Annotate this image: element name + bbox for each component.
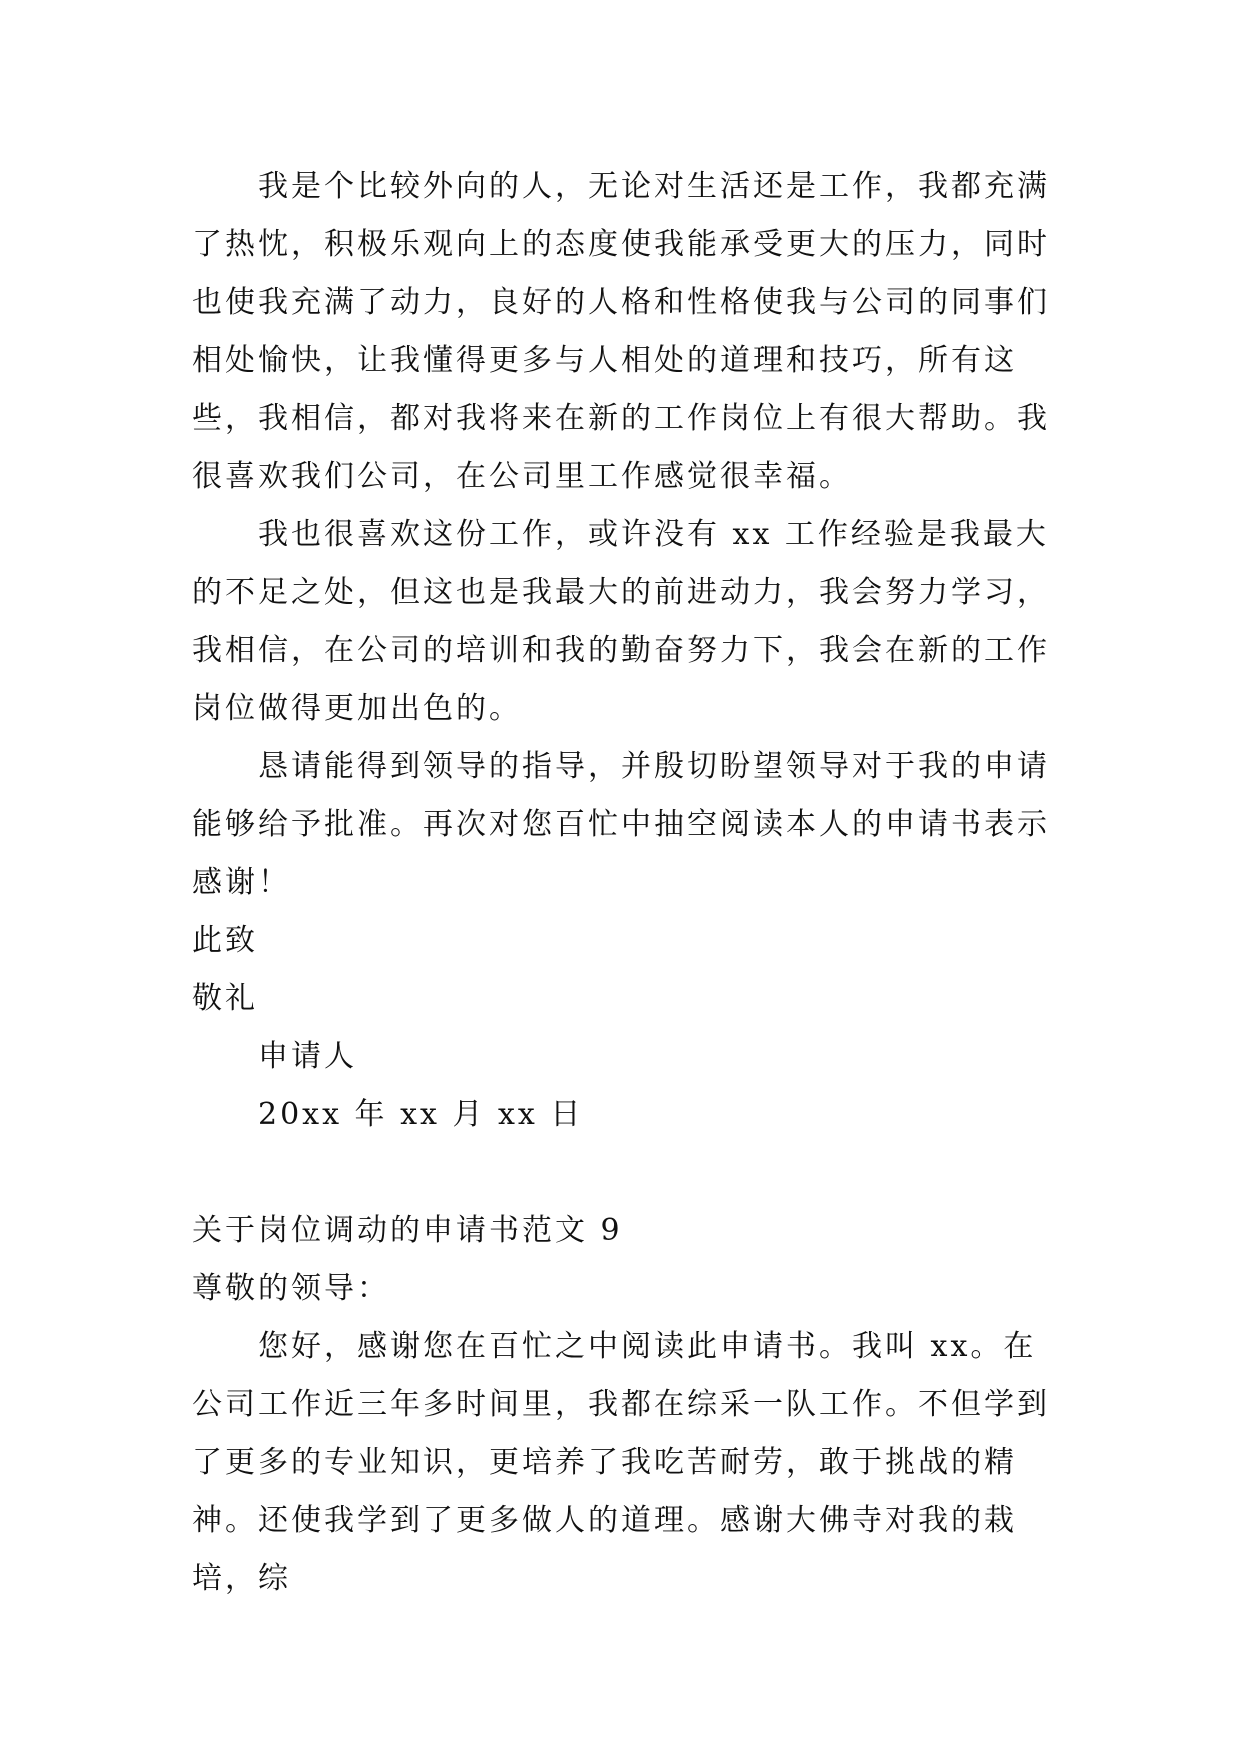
section-spacer xyxy=(192,1144,1064,1202)
paragraph-personality: 我是个比较外向的人，无论对生活还是工作，我都充满了热忱，积极乐观向上的态度使我能承受更大的压力，同时也使我充满了动力，良好的人格和性格使我与公司的同事们相处愉快，让我懂得更多与人相处的道理和技巧，所有这些，我相信，都对我将来在新的工作岗位上有很大帮助。我很喜欢我们公司，在公司里工作感觉很幸福。 xyxy=(192,169,1050,494)
closing-cizhi: 此致 xyxy=(192,923,258,958)
paragraph-greeting: 您好，感谢您在百忙之中阅读此申请书。我叫 xx。在公司工作近三年多时间里，我都在综采一队工作。不但学到了更多的专业知识，更培养了我吃苦耐劳，敢于挑战的精神。还使我学到了更多做人的道理。感谢大佛寺对我的栽培，综 xyxy=(192,1329,1050,1596)
section-title: 关于岗位调动的申请书范文 9 xyxy=(192,1213,623,1248)
document-body xyxy=(192,158,1064,1608)
applicant-label: 申请人 xyxy=(258,1039,357,1074)
signature-date: 20xx 年 xx 月 xx 日 xyxy=(258,1097,584,1132)
closing-jingli: 敬礼 xyxy=(192,981,258,1016)
paragraph-request: 恳请能得到领导的指导，并殷切盼望领导对于我的申请能够给予批准。再次对您百忙中抽空阅读本人的申请书表示感谢！ xyxy=(192,749,1050,900)
paragraph-job-interest: 我也很喜欢这份工作，或许没有 xx 工作经验是我最大的不足之处，但这也是我最大的前进动力，我会努力学习，我相信，在公司的培训和我的勤奋努力下，我会在新的工作岗位做得更加出色的。 xyxy=(192,517,1050,726)
salutation: 尊敬的领导： xyxy=(192,1271,390,1306)
